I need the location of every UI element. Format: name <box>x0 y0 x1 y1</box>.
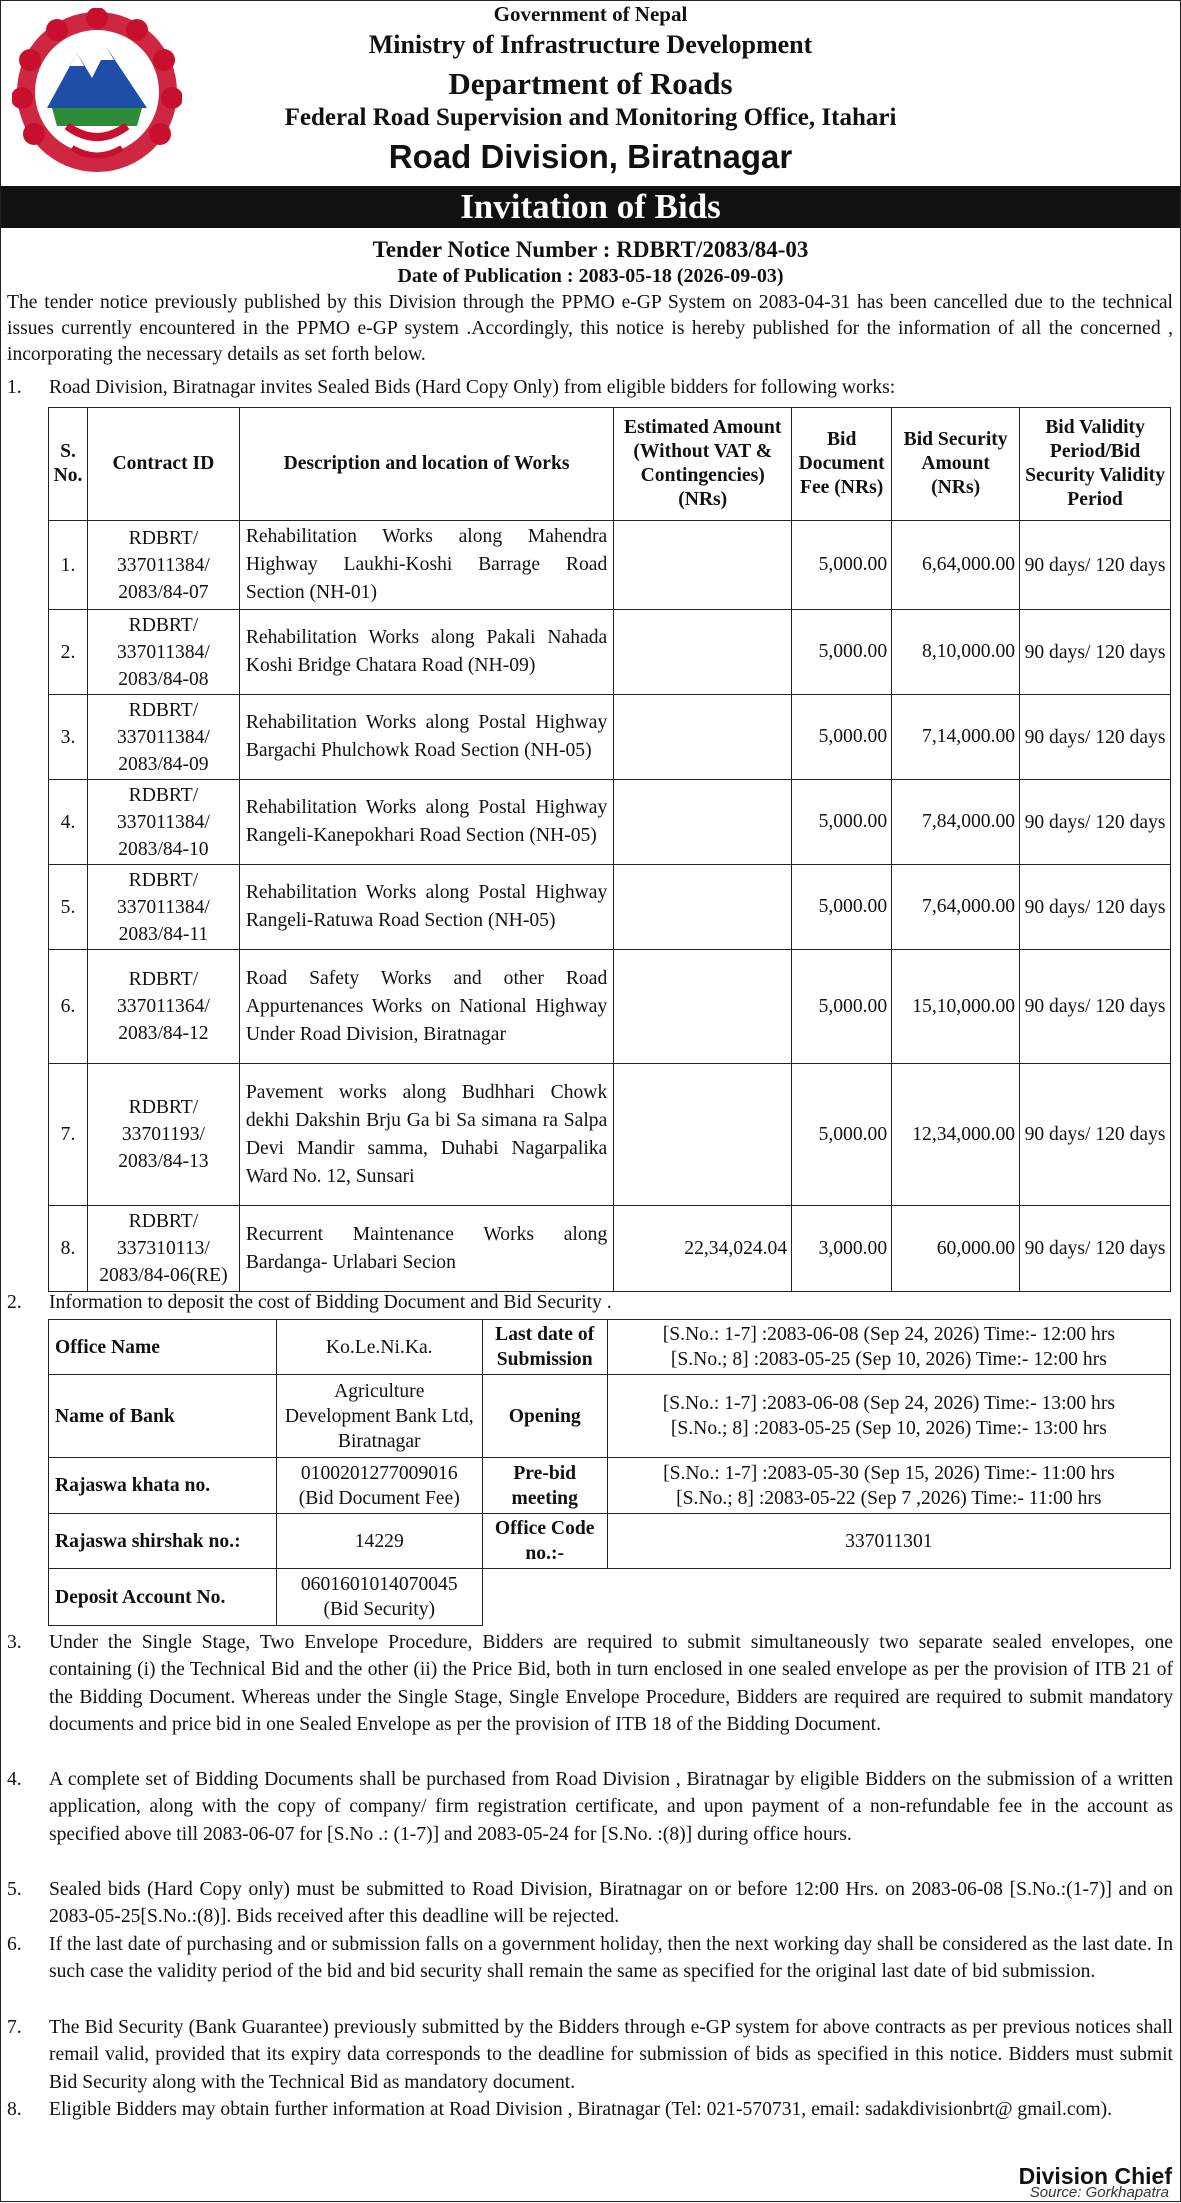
cell-description: Pavement works along Budhhari Chowk dekhi Dakshin Brju Ga bi Sa simana ra Salpa Devi Mandir samma, Duhabi Nagarpalika Ward No. 12, Sunsari <box>239 1064 613 1206</box>
bank-value: Agriculture Development Bank Ltd, Biratnagar <box>276 1375 482 1458</box>
cell-fee: 5,000.00 <box>792 521 892 610</box>
bid-table <box>48 407 1171 1292</box>
cell-sn: 1. <box>49 521 88 610</box>
cell-sn: 6. <box>49 950 88 1064</box>
cell-sn: 8. <box>49 1206 88 1292</box>
item-number: 7. <box>7 2017 22 2038</box>
table-row <box>49 1320 1171 1375</box>
khata-label: Rajaswa khata no. <box>49 1458 277 1514</box>
office-title: Federal Road Supervision and Monitoring Office, Itahari <box>284 104 897 131</box>
item-text: Eligible Bidders may obtain further information at Road Division , Biratnagar (Tel: 021-570731, email: sadakdivisionbrt@ gmail.com). <box>49 2099 1113 2120</box>
list-item-6 <box>7 1931 1173 1986</box>
cell-validity: 90 days/ 120 days <box>1020 1206 1171 1292</box>
cell-sn: 7. <box>49 1064 88 1206</box>
cell-description: Recurrent Maintenance Works along Bardanga- Urlabari Secion <box>239 1206 613 1292</box>
cell-fee: 5,000.00 <box>792 1064 892 1206</box>
department-title: Department of Roads <box>448 66 733 101</box>
item-number: 5. <box>7 1879 22 1900</box>
prebid-label: Pre-bid meeting <box>482 1458 607 1514</box>
prebid-value <box>607 1458 1170 1514</box>
item-number: 6. <box>7 1934 22 1955</box>
cell-contract-id: RDBRT/ 337011384/ 2083/84-07 <box>87 521 239 610</box>
cell-fee: 5,000.00 <box>792 865 892 950</box>
table-row <box>49 1514 1171 1569</box>
publication-date: Date of Publication : 2083-05-18 (2026-09-03) <box>397 265 784 287</box>
cell-sn: 3. <box>49 695 88 780</box>
col-header-sn: S. No. <box>49 408 88 521</box>
cell-fee: 5,000.00 <box>792 695 892 780</box>
cell-description: Rehabilitation Works along Mahendra Highway Laukhi-Koshi Barrage Road Section (NH-01) <box>239 521 613 610</box>
last-date-line-1: [S.No.: 1-7] :2083-06-08 (Sep 24, 2026) Time:- 12:00 hrs <box>662 1324 1115 1345</box>
ministry-title: Ministry of Infrastructure Development <box>368 30 813 59</box>
item-number: 3. <box>7 1632 22 1653</box>
cell-validity: 90 days/ 120 days <box>1020 1064 1171 1206</box>
cell-contract-id: RDBRT/ 337011384/ 2083/84-09 <box>87 695 239 780</box>
invitation-banner: Invitation of Bids <box>1 186 1180 228</box>
cell-estimated <box>614 610 792 695</box>
cell-estimated <box>614 695 792 780</box>
tender-notice-number: Tender Notice Number : RDBRT/2083/84-03 <box>372 237 809 262</box>
col-header-estimated-amount: Estimated Amount (Without VAT & Contingencies) (NRs) <box>614 408 792 521</box>
table-row <box>49 1458 1171 1514</box>
cell-fee: 5,000.00 <box>792 610 892 695</box>
cell-description: Rehabilitation Works along Postal Highway Rangeli-Ratuwa Road Section (NH-05) <box>239 865 613 950</box>
cell-security: 7,14,000.00 <box>892 695 1020 780</box>
cell-description: Rehabilitation Works along Pakali Nahada Koshi Bridge Chatara Road (NH-09) <box>239 610 613 695</box>
item-text: A complete set of Bidding Documents shall be purchased from Road Division , Biratnagar by eligible Bidders on the submission of a written application, along with the copy of company/ firm registration certificate, and upon payment of a non-refundable fee in the account as specified above till 2083-06-07 for [S.No .: (1-7)] and 2083-05-24 for [S.No. :(8)] during office hours. <box>49 1769 1173 1845</box>
office-code-label: Office Code no.:- <box>482 1514 607 1569</box>
list-item-8 <box>7 2096 1173 2123</box>
cell-validity: 90 days/ 120 days <box>1020 865 1171 950</box>
list-item-4 <box>7 1766 1173 1848</box>
cell-estimated: 22,34,024.04 <box>614 1206 792 1292</box>
cell-sn: 4. <box>49 780 88 865</box>
table-row <box>49 695 1171 780</box>
deposit-account-label: Deposit Account No. <box>49 1569 277 1626</box>
last-date-label: Last date of Submission <box>482 1320 607 1375</box>
table-row <box>49 780 1171 865</box>
cell-fee: 5,000.00 <box>792 780 892 865</box>
item-text: Road Division, Biratnagar invites Sealed Bids (Hard Copy Only) from eligible bidders for following works: <box>49 377 896 398</box>
cell-estimated <box>614 1064 792 1206</box>
list-item-2 <box>7 1289 1173 1316</box>
cell-security: 6,64,000.00 <box>892 521 1020 610</box>
cell-description: Rehabilitation Works along Postal Highway Rangeli-Kanepokhari Road Section (NH-05) <box>239 780 613 865</box>
col-header-description: Description and location of Works <box>239 408 613 521</box>
prebid-line-1: [S.No.: 1-7] :2083-05-30 (Sep 15, 2026) Time:- 11:00 hrs <box>663 1462 1115 1484</box>
cell-validity: 90 days/ 120 days <box>1020 610 1171 695</box>
table-row <box>49 950 1171 1064</box>
deposit-account-value: 0601601014070045 (Bid Security) <box>276 1569 482 1626</box>
col-header-security-amount: Bid Security Amount (NRs) <box>892 408 1020 521</box>
cell-security: 15,10,000.00 <box>892 950 1020 1064</box>
table-row <box>49 1064 1171 1206</box>
shirshak-value: 14229 <box>276 1514 482 1569</box>
table-row <box>49 865 1171 950</box>
cell-estimated <box>614 521 792 610</box>
item-number: 2. <box>7 1292 22 1313</box>
cell-estimated <box>614 780 792 865</box>
deposit-info-table <box>48 1319 1171 1626</box>
cell-contract-id: RDBRT/ 337011384/ 2083/84-10 <box>87 780 239 865</box>
table-row <box>49 1206 1171 1292</box>
list-item-5 <box>7 1876 1173 1931</box>
table-row <box>49 521 1171 610</box>
cell-fee: 5,000.00 <box>792 950 892 1064</box>
office-name-label: Office Name <box>49 1320 277 1375</box>
office-name-value: Ko.Le.Ni.Ka. <box>276 1320 482 1375</box>
item-text: Sealed bids (Hard Copy only) must be submitted to Road Division, Biratnagar on or before 12:00 Hrs. on 2083-06-08 [S.No.:(1-7)] and on 2083-05-25[S.No.:(8)]. Bids received after this deadline will be rejected. <box>49 1879 1173 1928</box>
table-row <box>49 610 1171 695</box>
cell-description: Road Safety Works and other Road Appurtenances Works on National Highway Under Road Division, Biratnagar <box>239 950 613 1064</box>
source-credit: Source: Gorkhapatra <box>1029 2184 1169 2201</box>
cell-contract-id: RDBRT/ 337310113/ 2083/84-06(RE) <box>87 1206 239 1292</box>
cell-estimated <box>614 950 792 1064</box>
last-date-line-2: [S.No.; 8] :2083-05-25 (Sep 10, 2026) Time:- 12:00 hrs <box>670 1349 1107 1370</box>
item-number: 8. <box>7 2099 22 2120</box>
intro-paragraph: The tender notice previously published by this Division through the PPMO e-GP System on 2083-04-31 has been cancelled due to the technical issues currently encountered in the PPMO e-GP system .Accordingly, this notice is hereby published for the information of all the concerned , incorporating the necessary details as set forth below. <box>7 292 1173 365</box>
item-number: 1. <box>7 377 22 398</box>
cell-contract-id: RDBRT/ 337011364/ 2083/84-12 <box>87 950 239 1064</box>
cell-validity: 90 days/ 120 days <box>1020 521 1171 610</box>
cell-security: 60,000.00 <box>892 1206 1020 1292</box>
cell-sn: 2. <box>49 610 88 695</box>
list-item-1 <box>7 374 1173 401</box>
item-text: The Bid Security (Bank Guarantee) previously submitted by the Bidders through e-GP system for above contracts as per previous notices shall remail valid, provided that its expiry data corresponds to the deadline for submission of bids as specified in this notice. Bidders must submit Bid Security along with the Technical Bid as mandatory document. <box>49 2017 1173 2093</box>
cell-validity: 90 days/ 120 days <box>1020 950 1171 1064</box>
cell-contract-id: RDBRT/ 33701193/ 2083/84-13 <box>87 1064 239 1206</box>
shirshak-label: Rajaswa shirshak no.: <box>49 1514 277 1569</box>
signatory: Division Chief <box>1018 2163 1172 2189</box>
prebid-line-2: [S.No.; 8] :2083-05-22 (Sep 7 ,2026) Time:- 11:00 hrs <box>676 1487 1102 1509</box>
item-number: 4. <box>7 1769 22 1790</box>
opening-line-1: [S.No.: 1-7] :2083-06-08 (Sep 24, 2026) Time:- 13:00 hrs <box>662 1393 1115 1414</box>
last-date-value <box>607 1320 1170 1375</box>
table-header-row <box>49 408 1171 521</box>
cell-security: 8,10,000.00 <box>892 610 1020 695</box>
col-header-document-fee: Bid Document Fee (NRs) <box>792 408 892 521</box>
table-row <box>49 1569 1171 1626</box>
gov-title: Government of Nepal <box>493 2 688 26</box>
bank-label: Name of Bank <box>49 1375 277 1458</box>
khata-value: 0100201277009016 (Bid Document Fee) <box>276 1458 482 1514</box>
division-title: Road Division, Biratnagar <box>388 138 793 175</box>
cell-validity: 90 days/ 120 days <box>1020 780 1171 865</box>
cell-description: Rehabilitation Works along Postal Highway Bargachi Phulchowk Road Section (NH-05) <box>239 695 613 780</box>
col-header-contract-id: Contract ID <box>87 408 239 521</box>
cell-contract-id: RDBRT/ 337011384/ 2083/84-08 <box>87 610 239 695</box>
opening-line-2: [S.No.; 8] :2083-05-25 (Sep 10, 2026) Time:- 13:00 hrs <box>670 1418 1107 1439</box>
opening-label: Opening <box>482 1375 607 1458</box>
cell-fee: 3,000.00 <box>792 1206 892 1292</box>
cell-security: 7,84,000.00 <box>892 780 1020 865</box>
cell-sn: 5. <box>49 865 88 950</box>
office-code-value: 337011301 <box>607 1514 1170 1569</box>
item-text: If the last date of purchasing and or submission falls on a government holiday, then the next working day shall be considered as the last date. In such case the validity period of the bid and bid security shall remain the same as specified for the original last date of bid submission. <box>49 1934 1173 1983</box>
list-item-7 <box>7 2014 1173 2096</box>
cell-estimated <box>614 865 792 950</box>
opening-value <box>607 1375 1170 1458</box>
item-text: Information to deposit the cost of Bidding Document and Bid Security . <box>49 1292 612 1313</box>
item-text: Under the Single Stage, Two Envelope Procedure, Bidders are required to submit simultaneously two separate sealed envelopes, one containing (i) the Technical Bid and the other (ii) the Price Bid, both in turn enclosed in one sealed envelope as per the provision of ITB 21 of the Bidding Document. Whereas under the Single Stage, Single Envelope Procedure, Bidders are required are required to submit mandatory documents and price bid in one Sealed Envelope as per the provision of ITB 18 of the Bidding Document. <box>49 1632 1173 1735</box>
cell-validity: 90 days/ 120 days <box>1020 695 1171 780</box>
cell-security: 12,34,000.00 <box>892 1064 1020 1206</box>
cell-contract-id: RDBRT/ 337011384/ 2083/84-11 <box>87 865 239 950</box>
list-item-3 <box>7 1629 1173 1738</box>
col-header-validity: Bid Validity Period/Bid Security Validity Period <box>1020 408 1171 521</box>
table-row <box>49 1375 1171 1458</box>
cell-security: 7,64,000.00 <box>892 865 1020 950</box>
